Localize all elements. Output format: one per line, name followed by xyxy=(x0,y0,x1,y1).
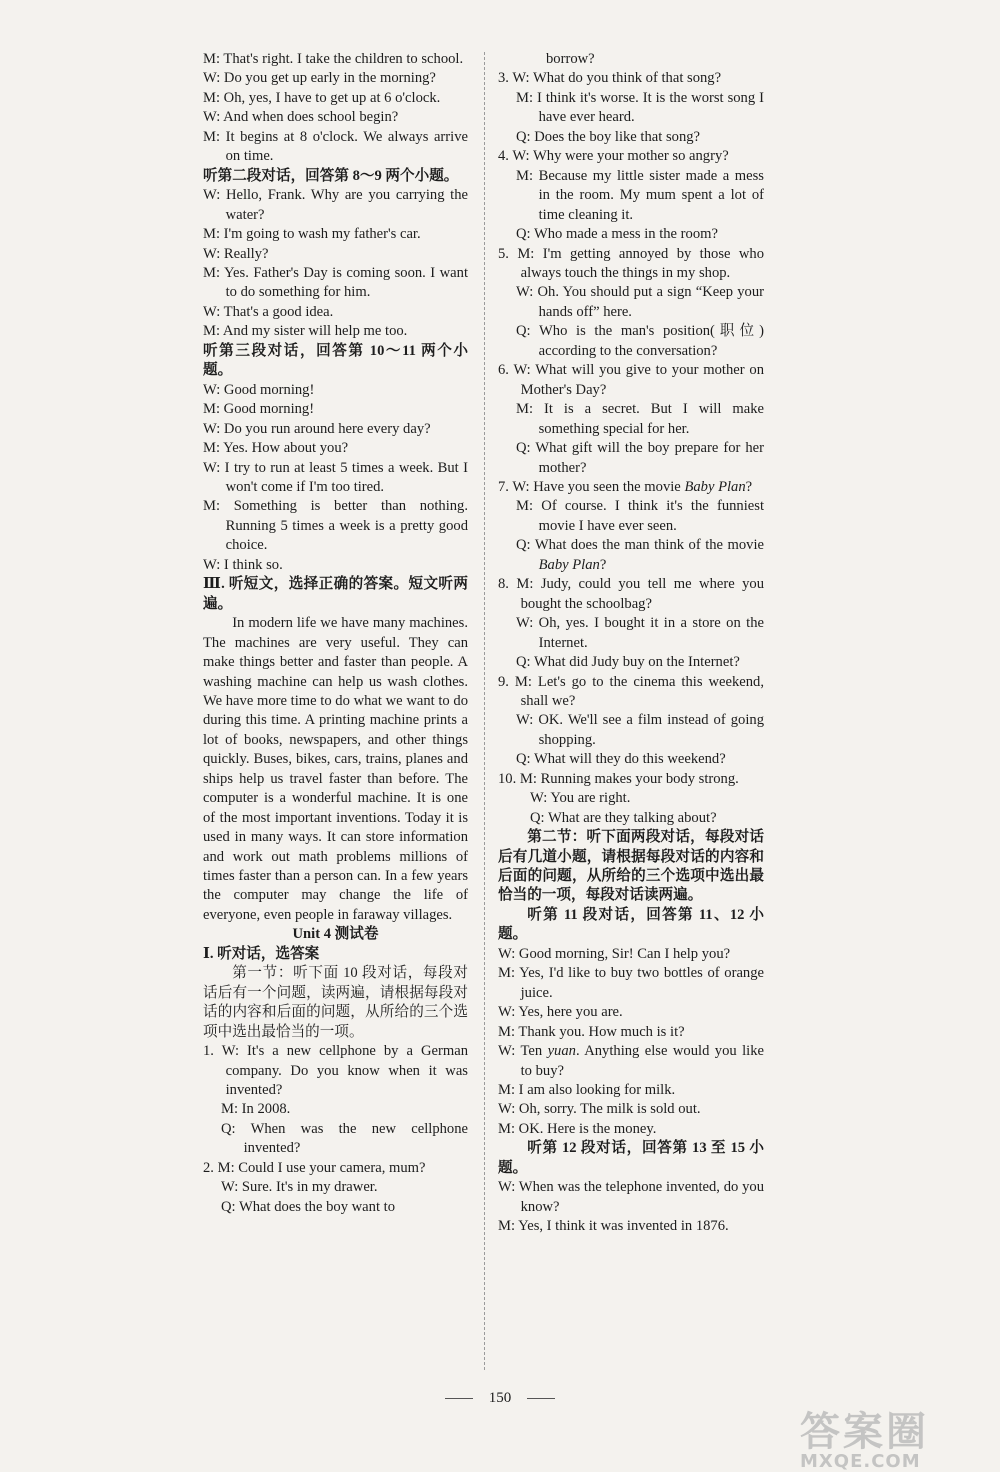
right-line: W: Oh, sorry. The milk is sold out. xyxy=(498,1101,701,1118)
left-line: M: Good morning! xyxy=(203,401,315,418)
watermark-text: 答案圈 xyxy=(800,1409,929,1455)
left-line: M: Yes. How about you? xyxy=(203,440,349,457)
left-line: M: It begins at 8 o'clock. We always arrive on time. xyxy=(203,128,468,165)
left-line: W: Sure. It's in my drawer. xyxy=(221,1179,378,1196)
right-line: M: OK. Here is the money. xyxy=(498,1120,657,1137)
left-line: 第一节：听下面 10 段对话，每段对话后有一个问题，读两遍，请根据每段对话的内容和后面的问题，从所给的三个选项中选出最恰当的一项。 xyxy=(203,965,468,1040)
right-line: borrow? xyxy=(546,51,595,67)
left-line: M: And my sister will help me too. xyxy=(203,323,408,340)
left-line: W: And when does school begin? xyxy=(203,109,399,126)
right-line: M: Yes, I'd like to buy two bottles of orange juice. xyxy=(498,965,764,1001)
left-line: Unit 4 测试卷 xyxy=(292,926,379,943)
left-line: M: Yes. Father's Day is coming soon. I want to do something for him. xyxy=(203,264,468,301)
right-line: M: I think it's worse. It is the worst song I have ever heard. xyxy=(516,89,764,126)
right-line: M: Yes, I think it was invented in 1876. xyxy=(498,1218,729,1235)
right-line: W: Ten yuan. Anything else would you like to buy? xyxy=(498,1043,764,1079)
right-line: 5. M: I'm getting annoyed by those who always touch the things in my shop. xyxy=(498,245,764,281)
left-line: Q: When was the new cellphone invented? xyxy=(221,1120,468,1157)
left-line: 1. W: It's a new cellphone by a German company. Do you know when it was invented? xyxy=(203,1043,468,1099)
left-line: M: That's right. I take the children to school. xyxy=(203,51,464,67)
right-line: W: When was the telephone invented, do you know? xyxy=(498,1179,764,1215)
right-line: Q: What gift will the boy prepare for her mother? xyxy=(516,440,764,476)
right-line: 听第 12 段对话，回答第 13 至 15 小题。 xyxy=(498,1140,764,1176)
watermark-logo xyxy=(800,1400,990,1470)
right-line: 10. M: Running makes your body strong. xyxy=(498,770,739,787)
right-line: 第二节：听下面两段对话，每段对话后有几道小题，请根据每段对话的内容和后面的问题，从所给的三个选项中选出最恰当的一项，每段对话读两遍。 xyxy=(498,829,764,904)
right-line: 3. W: What do you think of that song? xyxy=(498,70,722,87)
right-column xyxy=(498,50,764,1237)
footer-dash-right xyxy=(527,1398,555,1399)
left-line: 2. M: Could I use your camera, mum? xyxy=(203,1159,426,1176)
right-line: W: Oh, yes. I bought it in a store on the Internet. xyxy=(516,615,764,651)
right-line: W: Yes, here you are. xyxy=(498,1004,623,1021)
right-line: W: Oh. You should put a sign “Keep your hands off” here. xyxy=(516,284,764,320)
left-line: W: That's a good idea. xyxy=(203,303,334,320)
right-line: Q: What did Judy buy on the Internet? xyxy=(516,654,740,671)
right-line: Q: What does the man think of the movie Baby Plan? xyxy=(516,537,764,573)
left-line: W: Hello, Frank. Why are you carrying the water? xyxy=(203,187,468,223)
left-line: Ⅲ. 听短文，选择正确的答案。短文听两遍。 xyxy=(203,576,468,612)
left-line: W: Do you get up early in the morning? xyxy=(203,70,436,87)
watermark-url: MXQE.COM xyxy=(800,1451,921,1472)
footer-dash-left xyxy=(445,1398,473,1399)
right-line: 6. W: What will you give to your mother on Mother's Day? xyxy=(498,362,764,398)
page-number: 150 xyxy=(488,1390,512,1406)
right-line: M: Because my little sister made a mess in the room. My mum spent a lot of time cleaning it. xyxy=(516,167,764,223)
left-line: 听第二段对话，回答第 8～9 两个小题。 xyxy=(203,167,459,184)
right-line: M: Of course. I think it's the funniest movie I have ever seen. xyxy=(516,498,764,534)
left-line: Ⅰ. 听对话，选答案 xyxy=(203,945,320,962)
column-divider xyxy=(484,52,485,1370)
right-line: Q: What are they talking about? xyxy=(530,809,717,826)
left-line: M: Oh, yes, I have to get up at 6 o'clock. xyxy=(203,89,441,106)
right-line: 9. M: Let's go to the cinema this weekend, shall we? xyxy=(498,673,764,709)
right-line: M: Thank you. How much is it? xyxy=(498,1023,685,1040)
left-line: W: I think so. xyxy=(203,556,283,573)
right-line: Q: What will they do this weekend? xyxy=(516,751,726,768)
left-line: W: Good morning! xyxy=(203,381,315,398)
right-line: Q: Who is the man's position(职位) according to the conversation? xyxy=(516,323,764,359)
right-line: Q: Does the boy like that song? xyxy=(516,128,701,145)
left-line: In modern life we have many machines. The machines are very useful. They can make things better and faster than people. A washing machine can help us wash clothes. We have more time to do what we want to do during this time. A printing machine prints a lot of books, newspapers, and other things quickly. Buses, bikes, cars, trains, planes and ships help us travel faster than before. The computer is a wonderful machine. It is one of the most important inventions. Today it is used in many ways. It can store information and work out math problems millions of times faster than a person can. In a few years the computer may change the life of everyone, even people in faraway villages. xyxy=(203,615,468,923)
right-line: Q: Who made a mess in the room? xyxy=(516,226,718,243)
left-line: W: Really? xyxy=(203,245,269,262)
left-line: M: In 2008. xyxy=(221,1101,291,1118)
right-line: 7. W: Have you seen the movie Baby Plan? xyxy=(498,478,753,495)
right-line: 听第 11 段对话，回答第 11、12 小题。 xyxy=(498,906,764,943)
right-line: M: It is a secret. But I will make something special for her. xyxy=(516,401,764,437)
right-line: 4. W: Why were your mother so angry? xyxy=(498,148,729,165)
right-line: W: Good morning, Sir! Can I help you? xyxy=(498,945,731,962)
left-line: M: I'm going to wash my father's car. xyxy=(203,226,421,243)
left-line: W: Do you run around here every day? xyxy=(203,420,431,437)
right-line: 8. M: Judy, could you tell me where you bought the schoolbag? xyxy=(498,576,764,612)
right-line: W: OK. We'll see a film instead of going shopping. xyxy=(516,712,764,748)
left-line: 听第三段对话，回答第 10～11 两个小题。 xyxy=(203,342,468,379)
right-line: M: I am also looking for milk. xyxy=(498,1082,676,1099)
left-line: M: Something is better than nothing. Running 5 times a week is a pretty good choice. xyxy=(203,498,468,554)
left-line: W: I try to run at least 5 times a week. But I won't come if I'm too tired. xyxy=(203,459,468,495)
right-line: W: You are right. xyxy=(530,790,631,807)
left-column xyxy=(203,50,468,1217)
left-line: Q: What does the boy want to xyxy=(221,1198,396,1215)
